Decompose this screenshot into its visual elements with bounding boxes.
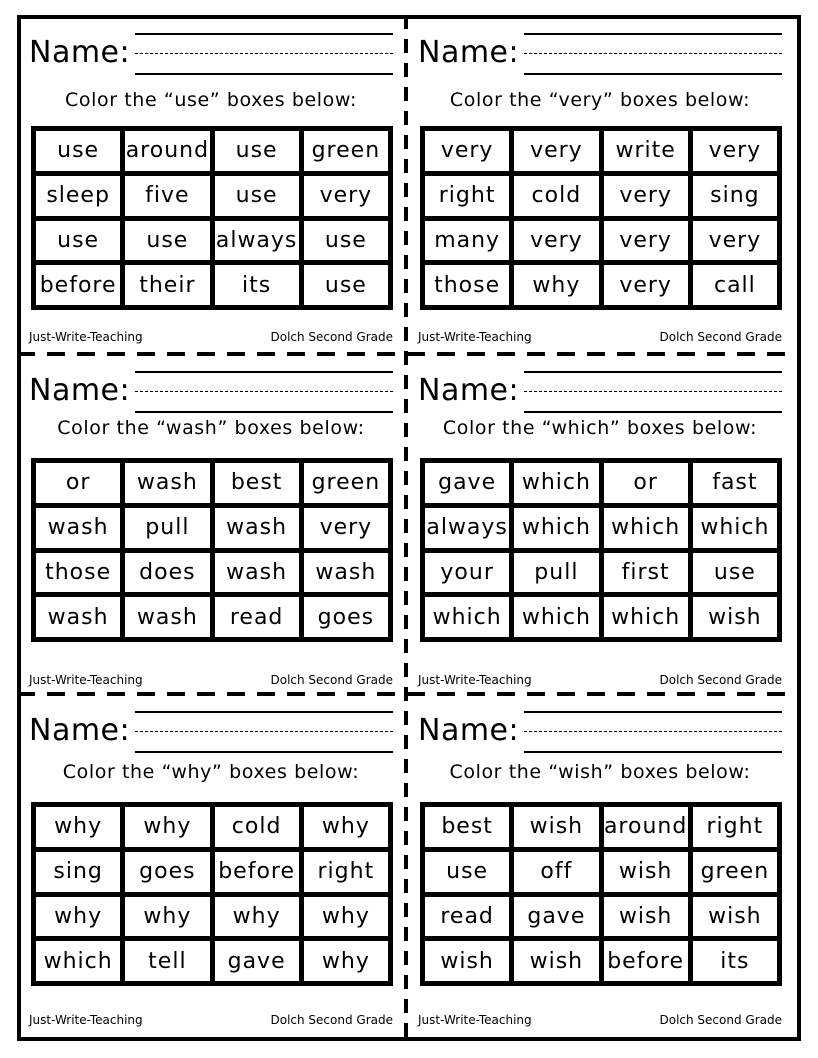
- name-label: Name:: [29, 373, 131, 408]
- name-midline: [524, 53, 782, 54]
- name-base-line: [135, 73, 393, 75]
- footer-level: Dolch Second Grade: [659, 1013, 782, 1027]
- word-box[interactable]: green: [693, 852, 777, 892]
- name-top-line: [524, 711, 782, 713]
- name-top-line: [135, 371, 393, 373]
- word-box[interactable]: very: [604, 265, 688, 305]
- word-box[interactable]: green: [304, 131, 388, 171]
- word-box[interactable]: which: [425, 597, 509, 637]
- worksheet-section-which: [408, 357, 792, 691]
- word-box[interactable]: wash: [36, 508, 120, 548]
- word-box[interactable]: gave: [425, 463, 509, 503]
- word-box[interactable]: very: [514, 221, 598, 261]
- name-top-line: [135, 33, 393, 35]
- name-write-field[interactable]: [524, 371, 782, 413]
- word-box[interactable]: why: [304, 941, 388, 981]
- word-box[interactable]: does: [125, 553, 209, 593]
- word-box[interactable]: wish: [693, 597, 777, 637]
- footer-brand: Just-Write-Teaching: [29, 330, 143, 344]
- worksheet-section-very: [408, 19, 792, 353]
- word-box[interactable]: wish: [425, 941, 509, 981]
- word-box[interactable]: cold: [215, 807, 299, 847]
- name-write-field[interactable]: [135, 33, 393, 75]
- name-midline: [135, 391, 393, 392]
- instruction-text: Color the “why” boxes below:: [62, 761, 360, 783]
- word-box[interactable]: very: [425, 131, 509, 171]
- word-box[interactable]: call: [693, 265, 777, 305]
- word-box[interactable]: which: [604, 597, 688, 637]
- word-box[interactable]: sing: [36, 852, 120, 892]
- word-box[interactable]: why: [304, 897, 388, 937]
- word-box[interactable]: very: [514, 131, 598, 171]
- word-box[interactable]: their: [125, 265, 209, 305]
- word-box[interactable]: five: [125, 176, 209, 216]
- word-box[interactable]: best: [215, 463, 299, 503]
- word-box[interactable]: why: [215, 897, 299, 937]
- instruction-text: Color the “use” boxes below:: [65, 89, 357, 111]
- instruction-text: Color the “which” boxes below:: [442, 417, 758, 439]
- worksheet-section-wash: [19, 357, 403, 691]
- word-box[interactable]: tell: [125, 941, 209, 981]
- horizontal-cut-line-2: [17, 692, 801, 696]
- name-write-field[interactable]: [135, 711, 393, 753]
- word-box[interactable]: pull: [514, 553, 598, 593]
- name-midline: [135, 53, 393, 54]
- name-top-line: [524, 33, 782, 35]
- name-write-field[interactable]: [524, 711, 782, 753]
- name-row: [29, 371, 395, 419]
- name-base-line: [524, 411, 782, 413]
- word-box[interactable]: use: [693, 553, 777, 593]
- name-label: Name:: [418, 35, 520, 70]
- word-box[interactable]: why: [36, 897, 120, 937]
- word-box[interactable]: wash: [125, 597, 209, 637]
- word-box[interactable]: very: [604, 176, 688, 216]
- word-box[interactable]: why: [36, 807, 120, 847]
- word-box[interactable]: its: [215, 265, 299, 305]
- name-top-line: [524, 371, 782, 373]
- word-box[interactable]: wash: [304, 553, 388, 593]
- word-box[interactable]: very: [604, 221, 688, 261]
- word-grid: [31, 458, 393, 642]
- name-base-line: [135, 411, 393, 413]
- word-box[interactable]: very: [693, 221, 777, 261]
- word-box[interactable]: always: [215, 221, 299, 261]
- word-box[interactable]: which: [604, 508, 688, 548]
- footer-level: Dolch Second Grade: [270, 1013, 393, 1027]
- word-grid: [420, 802, 782, 986]
- word-box[interactable]: many: [425, 221, 509, 261]
- word-box[interactable]: read: [215, 597, 299, 637]
- word-box[interactable]: cold: [514, 176, 598, 216]
- word-box[interactable]: use: [304, 221, 388, 261]
- word-box[interactable]: those: [36, 553, 120, 593]
- word-box[interactable]: wish: [604, 852, 688, 892]
- word-box[interactable]: gave: [514, 897, 598, 937]
- instruction-text: Color the “wish” boxes below:: [449, 761, 751, 783]
- word-box[interactable]: right: [693, 807, 777, 847]
- word-box[interactable]: goes: [125, 852, 209, 892]
- footer: [29, 673, 393, 687]
- word-box[interactable]: always: [425, 508, 509, 548]
- footer-brand: Just-Write-Teaching: [29, 1013, 143, 1027]
- word-box[interactable]: use: [215, 176, 299, 216]
- word-box[interactable]: before: [215, 852, 299, 892]
- word-box[interactable]: very: [304, 508, 388, 548]
- word-box[interactable]: write: [604, 131, 688, 171]
- word-box[interactable]: pull: [125, 508, 209, 548]
- word-box[interactable]: wash: [215, 553, 299, 593]
- word-box[interactable]: right: [304, 852, 388, 892]
- footer-level: Dolch Second Grade: [270, 330, 393, 344]
- footer: [29, 1013, 393, 1027]
- word-box[interactable]: wash: [215, 508, 299, 548]
- word-box[interactable]: wish: [514, 941, 598, 981]
- word-box[interactable]: off: [514, 852, 598, 892]
- word-box[interactable]: its: [693, 941, 777, 981]
- word-box[interactable]: gave: [215, 941, 299, 981]
- footer-brand: Just-Write-Teaching: [29, 673, 143, 687]
- word-box[interactable]: use: [425, 852, 509, 892]
- name-midline: [524, 731, 782, 732]
- word-box[interactable]: first: [604, 553, 688, 593]
- name-base-line: [524, 751, 782, 753]
- name-midline: [135, 731, 393, 732]
- word-box[interactable]: use: [304, 265, 388, 305]
- word-box[interactable]: why: [304, 807, 388, 847]
- word-grid: [31, 126, 393, 310]
- word-box[interactable]: wish: [693, 897, 777, 937]
- name-row: [418, 33, 784, 81]
- name-row: [418, 711, 784, 759]
- footer-level: Dolch Second Grade: [270, 673, 393, 687]
- word-box[interactable]: green: [304, 463, 388, 503]
- word-box[interactable]: why: [125, 807, 209, 847]
- word-box[interactable]: before: [36, 265, 120, 305]
- footer: [418, 330, 782, 344]
- word-box[interactable]: wash: [36, 597, 120, 637]
- name-row: [418, 371, 784, 419]
- word-box[interactable]: why: [514, 265, 598, 305]
- word-box[interactable]: before: [604, 941, 688, 981]
- footer: [418, 673, 782, 687]
- word-box[interactable]: wish: [514, 807, 598, 847]
- word-box[interactable]: which: [514, 508, 598, 548]
- worksheet-section-wish: [408, 697, 792, 1031]
- footer-brand: Just-Write-Teaching: [418, 1013, 532, 1027]
- name-row: [29, 711, 395, 759]
- word-box[interactable]: your: [425, 553, 509, 593]
- word-box[interactable]: wish: [604, 897, 688, 937]
- word-grid: [31, 802, 393, 986]
- name-base-line: [135, 751, 393, 753]
- word-box[interactable]: use: [125, 221, 209, 261]
- word-box[interactable]: around: [125, 131, 209, 171]
- word-box[interactable]: or: [36, 463, 120, 503]
- worksheet-section-why: [19, 697, 403, 1031]
- worksheet-section-use: [19, 19, 403, 353]
- word-box[interactable]: which: [514, 463, 598, 503]
- name-row: [29, 33, 395, 81]
- instruction-text: Color the “wash” boxes below:: [57, 417, 365, 439]
- word-box[interactable]: goes: [304, 597, 388, 637]
- word-box[interactable]: those: [425, 265, 509, 305]
- word-box[interactable]: use: [215, 131, 299, 171]
- footer: [29, 330, 393, 344]
- word-box[interactable]: which: [514, 597, 598, 637]
- word-box[interactable]: around: [604, 807, 688, 847]
- name-label: Name:: [418, 713, 520, 748]
- word-grid: [420, 458, 782, 642]
- footer-brand: Just-Write-Teaching: [418, 673, 532, 687]
- name-top-line: [135, 711, 393, 713]
- footer-level: Dolch Second Grade: [659, 330, 782, 344]
- name-label: Name:: [29, 35, 131, 70]
- name-midline: [524, 391, 782, 392]
- word-box[interactable]: sing: [693, 176, 777, 216]
- word-grid: [420, 126, 782, 310]
- name-write-field[interactable]: [524, 33, 782, 75]
- footer: [418, 1013, 782, 1027]
- word-box[interactable]: sleep: [36, 176, 120, 216]
- word-box[interactable]: very: [304, 176, 388, 216]
- word-box[interactable]: use: [36, 221, 120, 261]
- word-box[interactable]: which: [693, 508, 777, 548]
- word-box[interactable]: very: [693, 131, 777, 171]
- footer-brand: Just-Write-Teaching: [418, 330, 532, 344]
- name-label: Name:: [418, 373, 520, 408]
- footer-level: Dolch Second Grade: [659, 673, 782, 687]
- word-box[interactable]: right: [425, 176, 509, 216]
- word-box[interactable]: which: [36, 941, 120, 981]
- name-label: Name:: [29, 713, 131, 748]
- word-box[interactable]: read: [425, 897, 509, 937]
- instruction-text: Color the “very” boxes below:: [449, 89, 751, 111]
- word-box[interactable]: wash: [125, 463, 209, 503]
- word-box[interactable]: use: [36, 131, 120, 171]
- word-box[interactable]: best: [425, 807, 509, 847]
- name-base-line: [524, 73, 782, 75]
- word-box[interactable]: why: [125, 897, 209, 937]
- word-box[interactable]: or: [604, 463, 688, 503]
- name-write-field[interactable]: [135, 371, 393, 413]
- word-box[interactable]: fast: [693, 463, 777, 503]
